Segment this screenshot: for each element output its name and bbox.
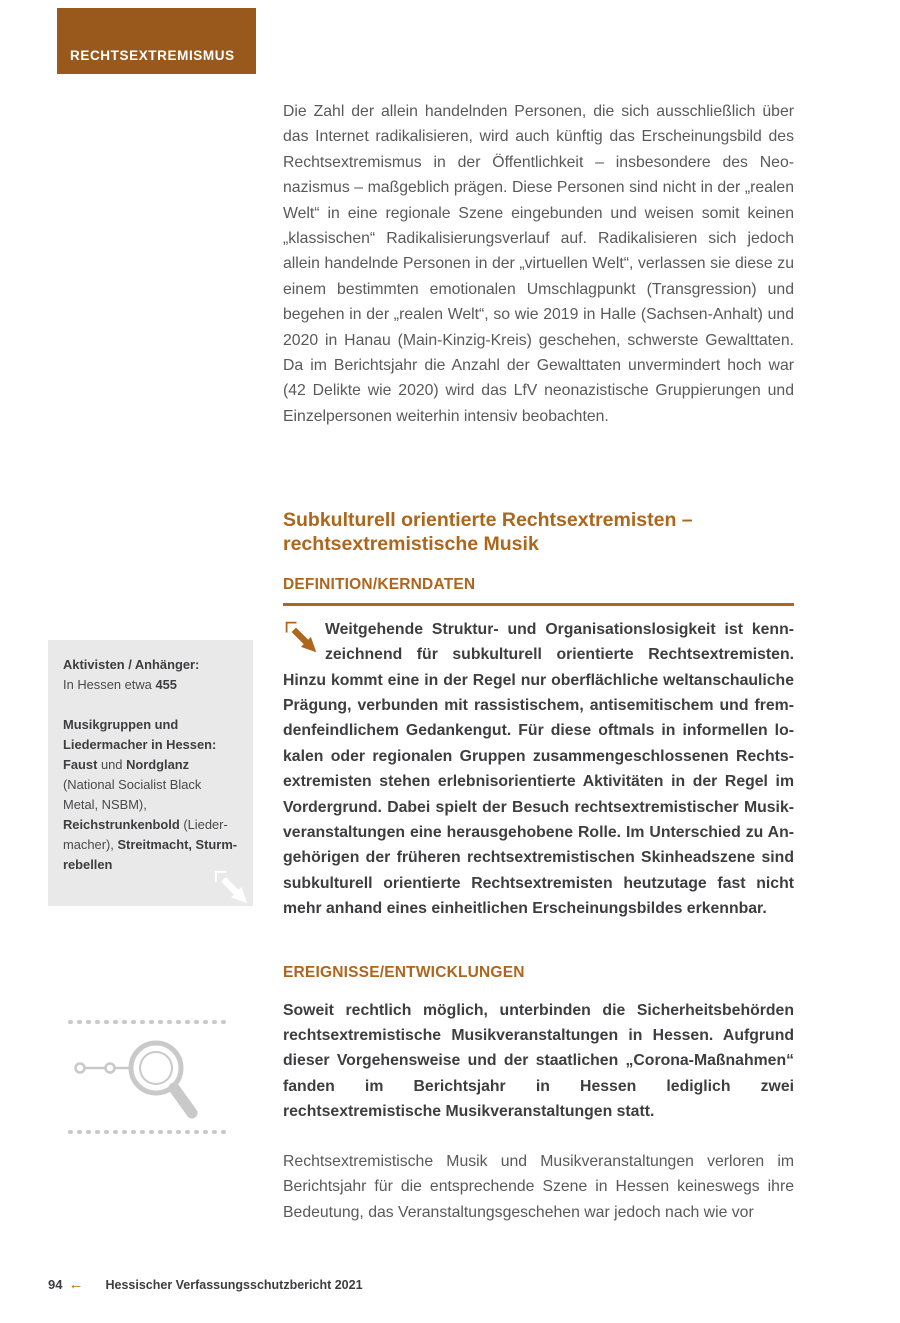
- kerndaten-sidebar: [48, 640, 253, 906]
- definition-paragraph: [283, 617, 794, 922]
- definition-rule: [283, 603, 794, 606]
- sidebar-activists-value: In Hessen etwa 455: [63, 677, 177, 692]
- chapter-tag: [57, 8, 256, 74]
- footer-report-title: Hessischer Verfassungsschutzbericht 2021: [105, 1278, 363, 1292]
- definition-heading: DEFINITION/KERNDATEN: [283, 576, 476, 594]
- events-paragraph: Rechtsextremistische Musik und Musikveranstaltungen verloren im Berichtsjahr für die entsprechende Szene in Hessen keineswegs ihre Bedeutung, das Veranstaltungsgeschehen war jedoch nach wie vor: [283, 1152, 794, 1221]
- sidebar-activists-label: Aktivisten / Anhänger:: [63, 657, 200, 672]
- watermark-arrow-icon: [212, 868, 250, 906]
- back-arrow-icon: ←: [68, 1276, 84, 1293]
- section-title-line2: rechtsextremistische Musik: [283, 532, 539, 555]
- definition-paragraph-text: Weitgehende Struktur- und Organisationslosigkeit ist kennzeichnend für subkulturell orientierte Rechtsextremisten. Hinzu kommt eine in der Regel nur oberflächliche weltanschauliche Prägung, verbunden mit rassistischem, antisemitischem und fremdenfeindlichem Gedankengut. Für diese oftmals in informellen lokalen oder regionalen Gruppen zusammengeschlossenen Rechtsextremisten stehen erlebnisorientierte Aktivitäten in der Regel im Vordergrund. Dabei spielt der Besuch rechtsextremistischer Musikveranstaltungen eine herausgehobene Rolle. Im Unterschied zu Angehörigen der früheren rechtsextremistischen Skinheadszene sind subkulturell orientierte Rechtsextremisten heutzutage fast nicht mehr anhand eines einheitlichen Erscheinungsbildes erkennbar.: [283, 620, 794, 918]
- intro-paragraph: Die Zahl der allein handelnden Personen, die sich ausschließlich über das Internet radikalisieren, wird auch künftig das Erscheinungsbild des Rechtsextremismus in der Öffentlichkeit – insbesondere des Neonazismus – maßgeblich prägen. Diese Personen sind nicht in der „realen Welt“ in eine regionale Szene eingebunden und weisen somit keinen „klassischen“ Radikalisierungsverlauf auf. Radikalisieren sich jedoch allein handelnde Personen in der „virtuellen Welt“, verlassen sie diese zu einem bestimmten emotionalen Umschlagpunkt (Transgression) und begehen in der „realen Welt“, so wie 2019 in Halle (Sachsen-Anhalt) und 2020 in Hanau (Main-Kinzig-Kreis) geschehen, schwerste Gewalttaten. Da im Berichtsjahr die Anzahl der Gewalttaten unvermindert hoch war (42 Delikte wie 2020) wird das LfV neonazistische Gruppierungen und Einzelpersonen weiterhin intensiv beobachten.: [283, 103, 794, 425]
- chapter-tag-label: RECHTSEXTREMISMUS: [70, 48, 235, 63]
- section-title-line1: Subkulturell orientierte Rechtsextremisten –: [283, 509, 693, 532]
- section-title: [283, 509, 794, 556]
- events-bold-paragraph: Soweit rechtlich möglich, unterbinden die Sicherheitsbehörden rechtsextremistische Musikveranstaltungen in Hessen. Aufgrund dieser Vorgehensweise und der staatlichen „Corona-Maßnahmen“ fanden im Berichtsjahr in Hessen lediglich zwei rechtsextremistische Musikveranstaltungen statt.: [283, 1001, 794, 1121]
- events-heading: EREIGNISSE/ENTWICKLUNGEN: [283, 963, 525, 981]
- sidebar-groups-label: Musikgruppen und Liedermacher in Hessen:: [63, 717, 217, 752]
- page-footer: [48, 1276, 848, 1293]
- sidebar-groups-value: Faust und Nordglanz (National Socialist Black Metal, NSBM), Reichstrunkenbold (Liedermacher), Streitmacht, Sturmrebellen: [63, 757, 238, 872]
- main-content: [283, 99, 794, 1225]
- corner-arrow-icon: [283, 617, 325, 665]
- magnifier-illustration: [62, 1012, 238, 1142]
- page-number: 94: [48, 1277, 63, 1292]
